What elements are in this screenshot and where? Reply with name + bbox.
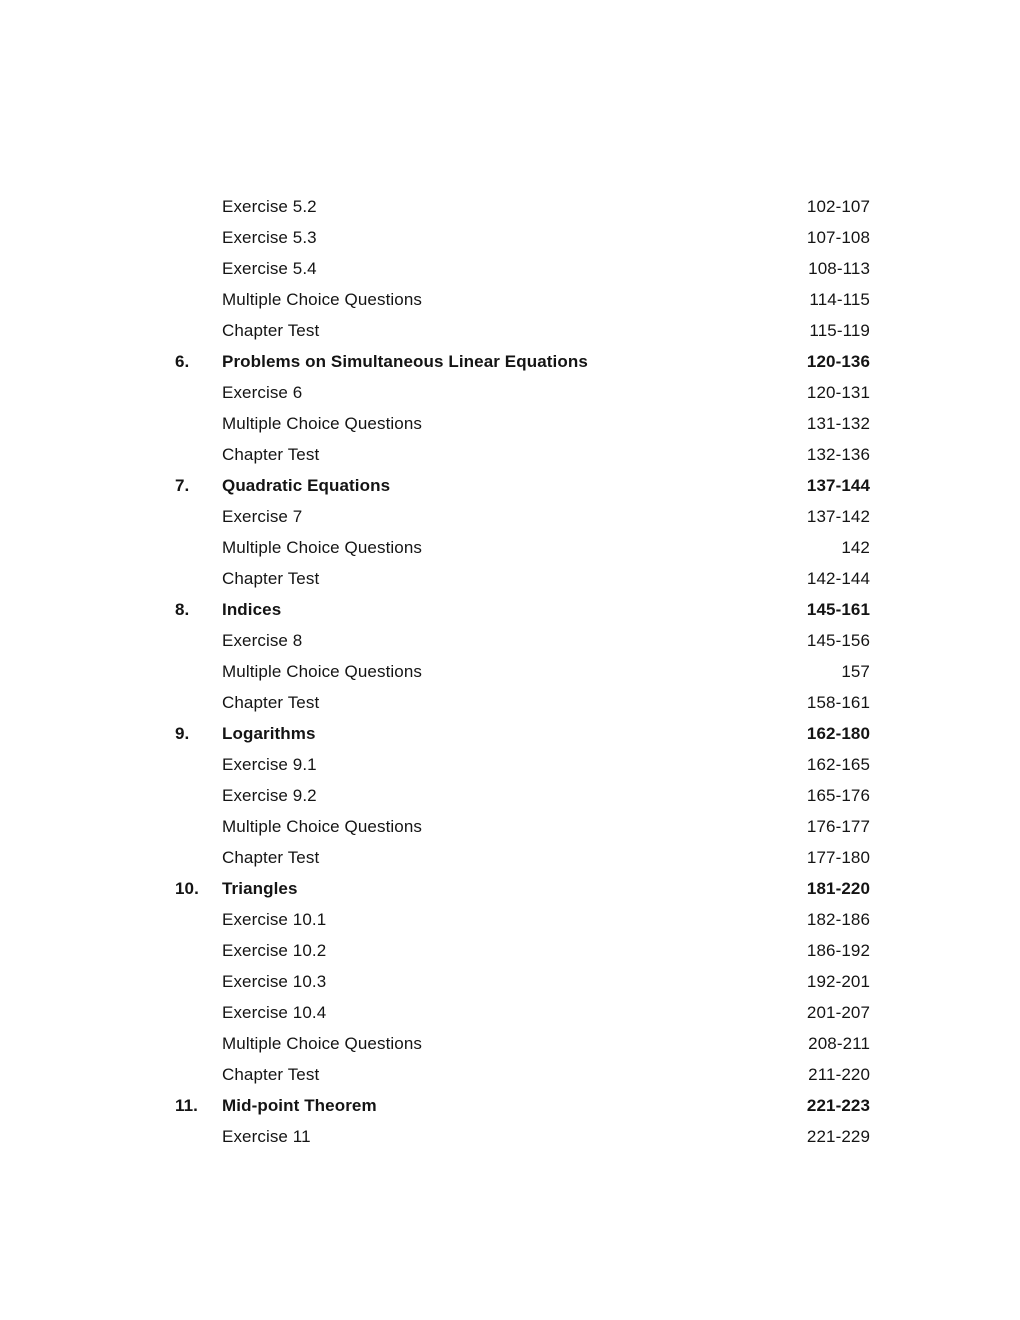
toc-entry-pages: 137-142 (806, 506, 870, 526)
toc-entry-title: Exercise 10.1 (222, 909, 327, 929)
toc-entry-pages: 145-161 (806, 599, 870, 619)
toc-entry-pages: 142-144 (806, 568, 870, 588)
toc-row (175, 284, 870, 315)
toc-entry-title: Exercise 7 (222, 506, 303, 526)
toc-entry-title: Exercise 6 (222, 382, 303, 402)
toc-entry-title: Exercise 5.3 (222, 227, 317, 247)
toc-entry-pages: 108-113 (808, 258, 870, 278)
toc-entry-title: Exercise 9.1 (222, 754, 317, 774)
toc-entry-title: Chapter Test (222, 1064, 320, 1084)
toc-entry-pages: 192-201 (806, 971, 870, 991)
toc-entry-number: 6. (175, 351, 190, 371)
toc-entry-pages: 158-161 (806, 692, 870, 712)
toc-list (175, 191, 870, 1152)
toc-row (175, 1059, 870, 1090)
toc-entry-title: Exercise 9.2 (222, 785, 317, 805)
toc-entry-pages: 182-186 (806, 909, 870, 929)
toc-entry-pages: 186-192 (806, 940, 870, 960)
toc-row (175, 1121, 870, 1152)
toc-row (175, 656, 870, 687)
toc-entry-pages: 115-119 (809, 320, 870, 340)
toc-row (175, 470, 870, 501)
toc-row (175, 222, 870, 253)
toc-row (175, 718, 870, 749)
toc-entry-pages: 107-108 (806, 227, 870, 247)
toc-entry-title: Chapter Test (222, 444, 320, 464)
toc-row (175, 315, 870, 346)
toc-entry-pages: 162-180 (806, 723, 870, 743)
toc-row (175, 625, 870, 656)
toc-row (175, 191, 870, 222)
toc-entry-pages: 208-211 (808, 1033, 870, 1053)
toc-entry-title: Multiple Choice Questions (222, 1033, 422, 1053)
toc-entry-title: Indices (222, 599, 282, 619)
toc-entry-title: Multiple Choice Questions (222, 413, 422, 433)
toc-entry-pages: 114-115 (809, 289, 870, 309)
toc-entry-title: Multiple Choice Questions (222, 537, 422, 557)
toc-entry-pages: 102-107 (806, 196, 870, 216)
toc-row (175, 997, 870, 1028)
toc-entry-title: Chapter Test (222, 568, 320, 588)
toc-entry-number: 10. (175, 878, 199, 898)
toc-row (175, 594, 870, 625)
toc-entry-pages: 142 (841, 537, 870, 557)
toc-entry-pages: 177-180 (806, 847, 870, 867)
toc-entry-title: Exercise 5.4 (222, 258, 317, 278)
toc-row (175, 532, 870, 563)
toc-row (175, 904, 870, 935)
toc-row (175, 811, 870, 842)
toc-entry-pages: 165-176 (806, 785, 870, 805)
toc-entry-title: Chapter Test (222, 847, 320, 867)
toc-entry-title: Exercise 10.3 (222, 971, 327, 991)
toc-row (175, 1028, 870, 1059)
toc-entry-title: Chapter Test (222, 692, 320, 712)
toc-entry-title: Multiple Choice Questions (222, 289, 422, 309)
toc-row (175, 842, 870, 873)
toc-entry-title: Exercise 10.4 (222, 1002, 327, 1022)
toc-entry-title: Chapter Test (222, 320, 320, 340)
toc-entry-pages: 120-131 (806, 382, 870, 402)
toc-row (175, 966, 870, 997)
toc-entry-pages: 137-144 (806, 475, 870, 495)
toc-entry-title: Mid-point Theorem (222, 1095, 377, 1115)
toc-row (175, 780, 870, 811)
toc-entry-title: Multiple Choice Questions (222, 816, 422, 836)
toc-entry-pages: 131-132 (806, 413, 870, 433)
toc-entry-number: 8. (175, 599, 190, 619)
toc-entry-pages: 201-207 (806, 1002, 870, 1022)
toc-entry-pages: 145-156 (806, 630, 870, 650)
toc-entry-pages: 221-223 (806, 1095, 870, 1115)
toc-row (175, 687, 870, 718)
toc-row (175, 1090, 870, 1121)
toc-row (175, 749, 870, 780)
toc-row (175, 873, 870, 904)
toc-entry-pages: 176-177 (806, 816, 870, 836)
toc-entry-title: Exercise 8 (222, 630, 303, 650)
toc-entry-number: 9. (175, 723, 190, 743)
toc-entry-title: Exercise 11 (222, 1126, 311, 1146)
toc-entry-pages: 162-165 (806, 754, 870, 774)
toc-entry-title: Quadratic Equations (222, 475, 391, 495)
toc-entry-title: Multiple Choice Questions (222, 661, 422, 681)
toc-row (175, 408, 870, 439)
toc-row (175, 253, 870, 284)
toc-row (175, 563, 870, 594)
toc-entry-pages: 181-220 (806, 878, 870, 898)
toc-entry-pages: 120-136 (806, 351, 870, 371)
toc-entry-pages: 157 (841, 661, 870, 681)
toc-entry-number: 7. (175, 475, 190, 495)
toc-entry-title: Exercise 10.2 (222, 940, 327, 960)
toc-entry-title: Triangles (222, 878, 298, 898)
toc-row (175, 501, 870, 532)
toc-entry-title: Exercise 5.2 (222, 196, 317, 216)
toc-entry-title: Problems on Simultaneous Linear Equations (222, 351, 588, 371)
toc-entry-pages: 132-136 (806, 444, 870, 464)
toc-entry-title: Logarithms (222, 723, 316, 743)
toc-entry-number: 11. (175, 1095, 198, 1115)
toc-entry-pages: 211-220 (808, 1064, 870, 1084)
toc-row (175, 377, 870, 408)
toc-entry-pages: 221-229 (806, 1126, 870, 1146)
toc-row (175, 346, 870, 377)
toc-row (175, 439, 870, 470)
toc-row (175, 935, 870, 966)
